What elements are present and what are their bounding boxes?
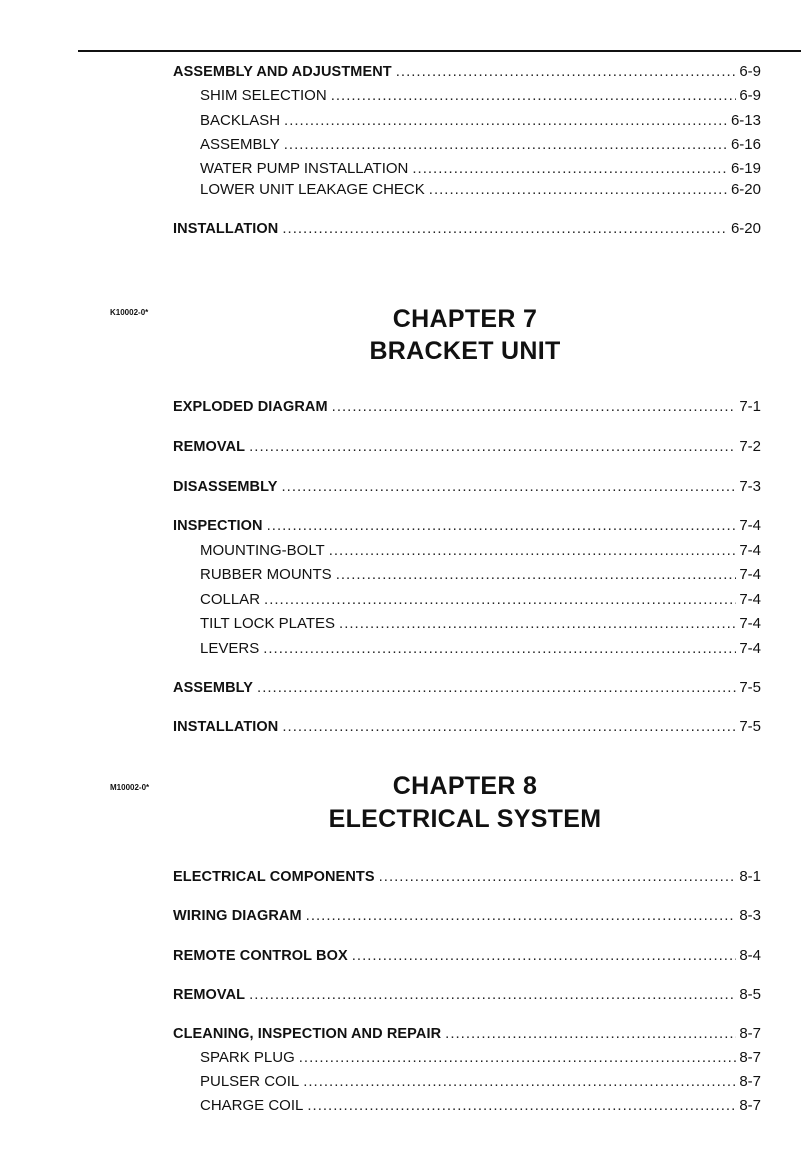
dot-leader bbox=[249, 986, 736, 1003]
toc-subentry[interactable] bbox=[200, 615, 761, 635]
toc-subentry[interactable] bbox=[200, 87, 761, 107]
dot-leader bbox=[445, 1025, 736, 1042]
page-number: 7-5 bbox=[739, 679, 761, 696]
toc-entry[interactable] bbox=[173, 907, 761, 927]
toc-entry[interactable] bbox=[173, 220, 761, 240]
entry-label: ELECTRICAL COMPONENTS bbox=[173, 869, 375, 885]
page-number: 8-7 bbox=[739, 1049, 761, 1066]
entry-label: SPARK PLUG bbox=[200, 1049, 295, 1066]
toc-entry[interactable] bbox=[173, 517, 761, 537]
page-number: 6-9 bbox=[739, 87, 761, 104]
dot-leader bbox=[284, 136, 728, 153]
entry-label: REMOTE CONTROL BOX bbox=[173, 948, 348, 964]
page-number: 7-3 bbox=[739, 478, 761, 495]
entry-label: COLLAR bbox=[200, 591, 261, 608]
toc-subentry[interactable] bbox=[200, 542, 761, 562]
page-number: 7-2 bbox=[739, 438, 761, 455]
page-number: 6-20 bbox=[730, 181, 761, 198]
toc-entry[interactable] bbox=[173, 438, 761, 458]
entry-label: LOWER UNIT LEAKAGE CHECK bbox=[200, 181, 425, 198]
entry-label: TILT LOCK PLATES bbox=[200, 615, 336, 632]
toc-entry[interactable] bbox=[173, 478, 761, 498]
entry-label: INSPECTION bbox=[173, 518, 263, 534]
dot-leader bbox=[282, 220, 728, 237]
toc-entry[interactable] bbox=[173, 1025, 761, 1045]
chapter-code: M10002-0* bbox=[110, 783, 150, 792]
dot-leader bbox=[352, 947, 737, 964]
page-number: 7-4 bbox=[739, 640, 761, 657]
toc-subentry[interactable] bbox=[200, 181, 761, 201]
entry-label: DISASSEMBLY bbox=[173, 479, 278, 495]
toc-entry[interactable] bbox=[173, 63, 761, 83]
entry-label: CHARGE COIL bbox=[200, 1097, 304, 1114]
toc-subentry[interactable] bbox=[200, 1097, 761, 1117]
entry-label: ASSEMBLY bbox=[173, 680, 254, 696]
dot-leader bbox=[299, 1049, 737, 1066]
dot-leader bbox=[331, 87, 737, 104]
toc-subentry[interactable] bbox=[200, 566, 761, 586]
entry-label: SHIM SELECTION bbox=[200, 87, 327, 104]
chapter-code: K10002-0* bbox=[110, 308, 149, 317]
dot-leader bbox=[307, 1097, 736, 1114]
toc-entry[interactable] bbox=[173, 947, 761, 967]
toc-entry[interactable] bbox=[173, 679, 761, 699]
toc-subentry[interactable] bbox=[200, 136, 761, 156]
page-number: 7-4 bbox=[739, 615, 761, 632]
dot-leader bbox=[306, 907, 737, 924]
entry-label: MOUNTING-BOLT bbox=[200, 542, 325, 559]
dot-leader bbox=[282, 478, 737, 495]
entry-label: INSTALLATION bbox=[173, 719, 279, 735]
page-number: 6-13 bbox=[730, 112, 761, 129]
page-number: 8-7 bbox=[739, 1097, 761, 1114]
chapter-title: BRACKET UNIT bbox=[369, 337, 561, 365]
entry-label: RUBBER MOUNTS bbox=[200, 566, 332, 583]
dot-leader bbox=[264, 591, 736, 608]
entry-label: REMOVAL bbox=[173, 987, 246, 1003]
entry-label: REMOVAL bbox=[173, 439, 246, 455]
dot-leader bbox=[429, 181, 728, 198]
page-number: 8-7 bbox=[739, 1025, 761, 1042]
entry-label: EXPLODED DIAGRAM bbox=[173, 399, 328, 415]
dot-leader bbox=[379, 868, 737, 885]
entry-label: ASSEMBLY AND ADJUSTMENT bbox=[173, 64, 392, 80]
page-number: 8-5 bbox=[739, 986, 761, 1003]
page-number: 6-16 bbox=[730, 136, 761, 153]
dot-leader bbox=[336, 566, 737, 583]
entry-label: WATER PUMP INSTALLATION bbox=[200, 160, 409, 177]
entry-label: WIRING DIAGRAM bbox=[173, 908, 302, 924]
entry-label: BACKLASH bbox=[200, 112, 281, 129]
dot-leader bbox=[396, 63, 737, 80]
toc-subentry[interactable] bbox=[200, 640, 761, 660]
page-number: 7-1 bbox=[739, 398, 761, 415]
page-number: 8-1 bbox=[739, 868, 761, 885]
dot-leader bbox=[329, 542, 737, 559]
page-number: 8-4 bbox=[739, 947, 761, 964]
dot-leader bbox=[249, 438, 736, 455]
toc-entry[interactable] bbox=[173, 868, 761, 888]
dot-leader bbox=[332, 398, 737, 415]
page-number: 6-20 bbox=[730, 220, 761, 237]
toc-subentry[interactable] bbox=[200, 591, 761, 611]
entry-label: INSTALLATION bbox=[173, 221, 279, 237]
page-number: 8-7 bbox=[739, 1073, 761, 1090]
dot-leader bbox=[412, 160, 728, 177]
entry-label: ASSEMBLY bbox=[200, 136, 280, 153]
entry-label: PULSER COIL bbox=[200, 1073, 300, 1090]
chapter-number: CHAPTER 8 bbox=[392, 772, 538, 800]
chapter-title: ELECTRICAL SYSTEM bbox=[328, 805, 602, 833]
page-number: 7-4 bbox=[739, 517, 761, 534]
dot-leader bbox=[284, 112, 728, 129]
dot-leader bbox=[339, 615, 736, 632]
toc-entry[interactable] bbox=[173, 398, 761, 418]
entry-label: CLEANING, INSPECTION AND REPAIR bbox=[173, 1026, 442, 1042]
dot-leader bbox=[257, 679, 736, 696]
page-number: 7-4 bbox=[739, 566, 761, 583]
page-number: 6-19 bbox=[730, 160, 761, 177]
dot-leader bbox=[282, 718, 736, 735]
toc-entry[interactable] bbox=[173, 718, 761, 738]
dot-leader bbox=[267, 517, 737, 534]
toc-subentry[interactable] bbox=[200, 112, 761, 132]
dot-leader bbox=[263, 640, 736, 657]
toc-subentry[interactable] bbox=[200, 1049, 761, 1069]
page-number: 7-4 bbox=[739, 542, 761, 559]
page-number: 7-5 bbox=[739, 718, 761, 735]
dot-leader bbox=[303, 1073, 736, 1090]
page-number: 7-4 bbox=[739, 591, 761, 608]
page-number: 8-3 bbox=[739, 907, 761, 924]
page-number: 6-9 bbox=[739, 63, 761, 80]
toc-subentry[interactable] bbox=[200, 1073, 761, 1093]
toc-entry[interactable] bbox=[173, 986, 761, 1006]
toc-subentry[interactable] bbox=[200, 160, 761, 180]
entry-label: LEVERS bbox=[200, 640, 260, 657]
chapter-number: CHAPTER 7 bbox=[392, 305, 538, 333]
